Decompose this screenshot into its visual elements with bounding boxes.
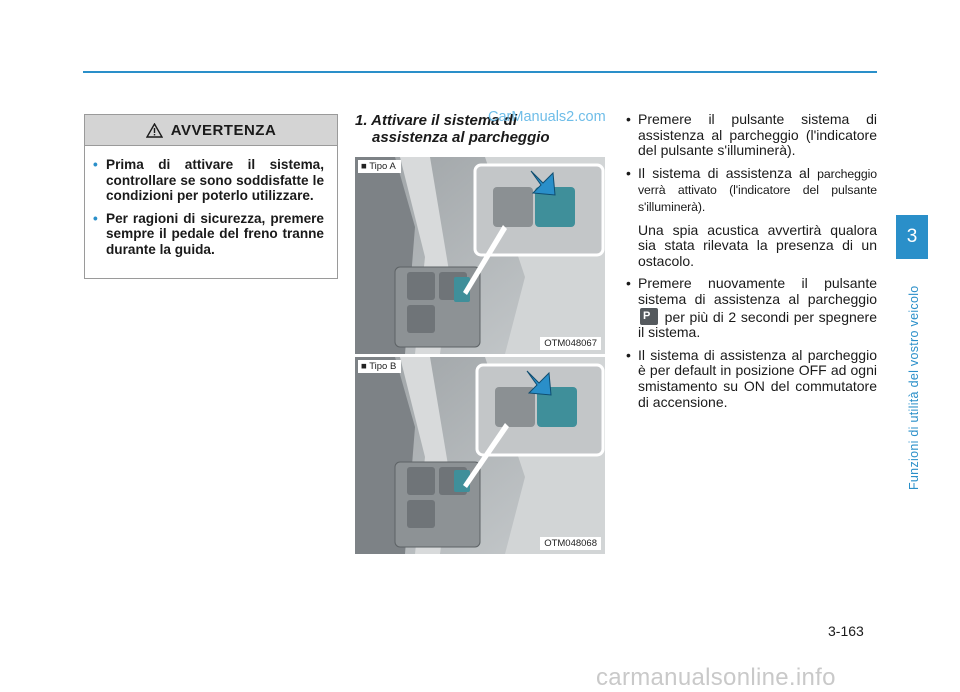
instruction-paragraph: Una spia acustica avvertirà qualora sia stata rilevata la presenza di un ostacolo.: [638, 221, 877, 269]
instructions-column: [623, 112, 877, 417]
top-rule: [83, 71, 877, 73]
warning-item: • Per ragioni di sicurezza, premere sempre il pedale del freno tranne durante la guida.: [93, 210, 324, 257]
footer-watermark: carmanualsonline.info: [596, 664, 836, 691]
bullet: •: [626, 346, 631, 363]
warning-triangle-icon: [146, 123, 163, 138]
figure-type-b: [355, 357, 605, 554]
chapter-title: Funzioni di utilità del vostro veicolo: [907, 285, 921, 490]
parking-assist-button-icon: P: [640, 308, 658, 325]
console-illustration: [355, 157, 605, 354]
figure-tag: ■ Tipo A: [358, 160, 401, 173]
figure-code: OTM048067: [540, 337, 601, 350]
bullet-dot: •: [93, 210, 98, 226]
warning-list: [85, 146, 337, 257]
figure-tag: ■ Tipo B: [358, 360, 401, 373]
console-illustration: [355, 357, 605, 554]
bullet: •: [626, 164, 631, 181]
section-heading: 1. Attivare il sistema di assistenza al parcheggio: [355, 112, 550, 146]
warning-item: • Prima di attivare il sistema, controllare se sono soddisfatte le condizioni per poterlo utilizzare.: [93, 157, 324, 203]
instruction-item: • Premere nuovamente il pulsante sistema di assistenza al parcheggio P per più di 2 secondi per spegnere il sistema.: [626, 275, 878, 341]
bullet: •: [626, 111, 631, 127]
instruction-item: • Il sistema di assistenza al parcheggio è per default in posizione OFF ad ogni smistamento su ON del commutatore di accensione.: [626, 346, 877, 410]
figure-code: OTM048068: [540, 537, 601, 550]
bullet: •: [626, 275, 631, 292]
page-number: 3-163: [828, 623, 864, 639]
warning-title: AVVERTENZA: [170, 121, 277, 139]
figure-type-a: [355, 157, 605, 354]
chapter-tab: 3: [896, 215, 928, 259]
watermark-top: CarManuals2.com: [488, 109, 606, 125]
instruction-item: • Premere il pulsante sistema di assistenza al parcheggio (l'indicatore del pulsante s'illuminerà).: [626, 111, 877, 159]
bullet-dot: •: [93, 157, 98, 172]
warning-box: [84, 114, 338, 279]
instruction-item: • Il sistema di assistenza al parcheggio verrà attivato (l'indicatore del pulsante s'illuminerà).: [626, 164, 878, 214]
warning-header: [85, 115, 337, 146]
